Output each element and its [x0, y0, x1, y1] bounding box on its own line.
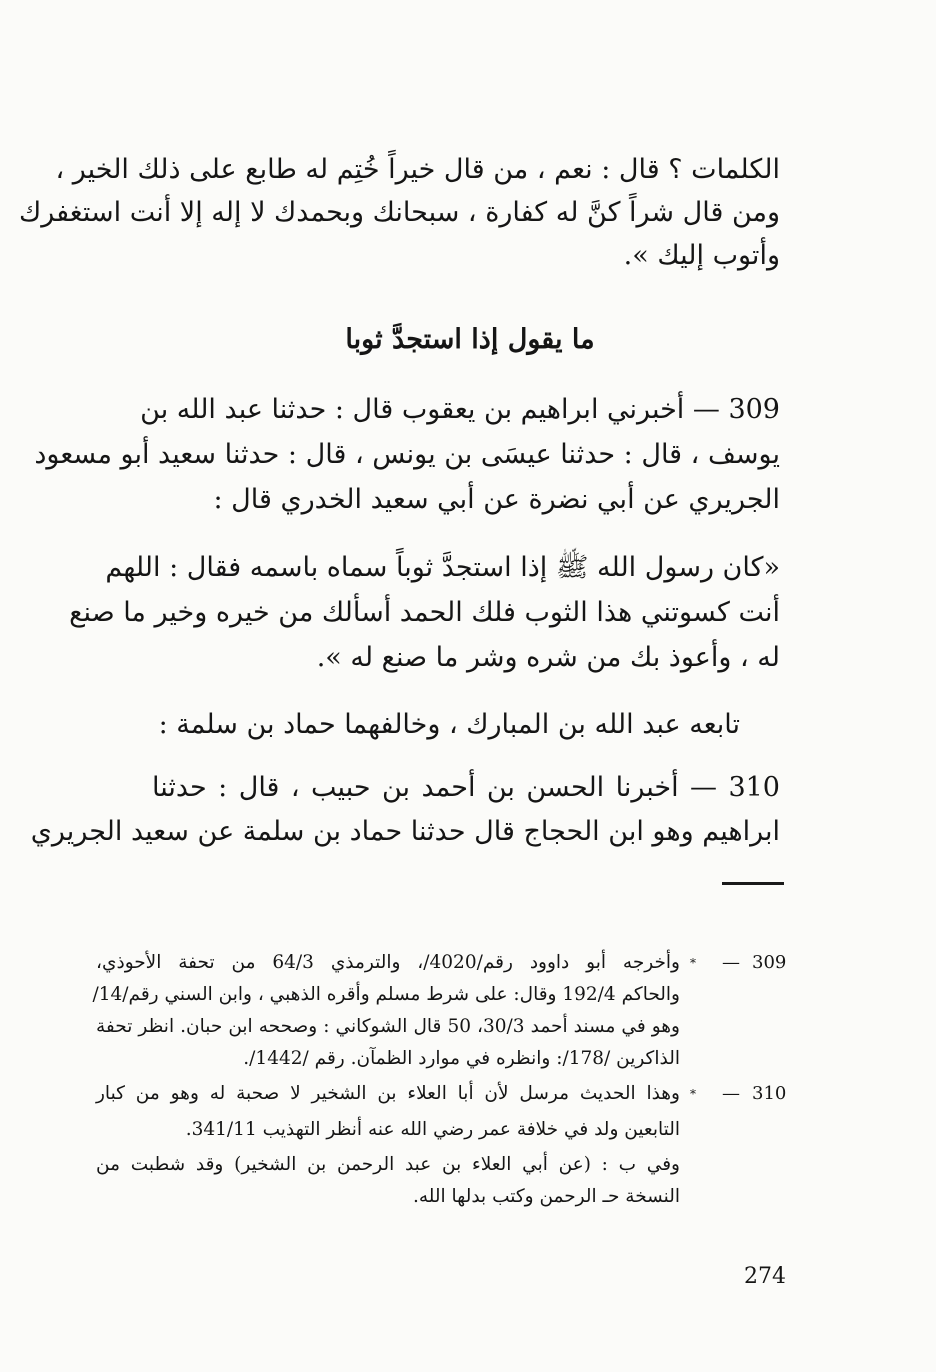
quote-309-line-2: أنت كسوتني هذا الثوب فلك الحمد أسألك من خيره وخير ما صنع: [69, 597, 780, 628]
footnote-309-line-4: الذاكرين /178/: وانظره في موارد الظمآن. رقم /1442/.: [243, 1048, 680, 1069]
footnote-309-line-2: والحاكم 192/4 وقال: على شرط مسلم وأقره الذهبي ، وابن السني رقم/14/: [92, 984, 680, 1005]
footnote-309-dash: —: [722, 952, 740, 973]
footnote-310-line-3: وفي ب : (عن أبي العلاء بن عبد الرحمن بن الشخير) وقد شطبت من: [96, 1154, 680, 1175]
footnote-310-marker: *: [690, 1087, 696, 1101]
footnote-310-line-4: النسخة حـ الرحمن وكتب بدلها الله.: [412, 1186, 680, 1207]
intro-line-3: وأتوب إليك ».: [623, 240, 780, 271]
footnote-309-line-1: وأخرجه أبو داوود رقم/4020/، والترمذي 64/3 من تحفة الأحوذي،: [96, 952, 680, 973]
footnote-310-number: 310: [752, 1083, 787, 1104]
hadith-310-line-2: ابراهيم وهو ابن الحجاج قال حدثنا حماد بن سلمة عن سعيد الجريري: [30, 816, 780, 847]
hadith-309-line-2: يوسف ، قال : حدثنا عيسَى بن يونس ، قال : حدثنا سعيد أبو مسعود: [34, 439, 780, 470]
hadith-309-line-1: 309 — أخبرني ابراهيم بن يعقوب قال : حدثنا عبد الله بن: [140, 394, 780, 425]
intro-line-2: ومن قال شراً كنَّ له كفارة ، سبحانك وبحمدك لا إله إلا أنت استغفرك: [19, 197, 780, 228]
quote-309-line-1: «كان رسول الله ﷺ إذا استجدَّ ثوباً سماه باسمه فقال : اللهم: [105, 552, 780, 583]
footnote-310-line-2: التابعين ولد في خلافة عمر رضي الله عنه أنظر التهذيب 341/11.: [185, 1119, 680, 1140]
footnote-310-dash: —: [722, 1083, 740, 1104]
section-heading: ما يقول إذا استجدَّ ثوبا: [345, 324, 595, 355]
hadith-310-line-1: 310 — أخبرنا الحسن بن أحمد بن حبيب ، قال : حدثنا: [152, 772, 780, 803]
footnote-separator: [722, 882, 784, 885]
intro-line-1: الكلمات ؟ قال : نعم ، من قال خيراً خُتِم له طابع على ذلك الخير ،: [55, 154, 780, 185]
hadith-309-line-3: الجريري عن أبي نضرة عن أبي سعيد الخدري قال :: [213, 484, 780, 515]
footnote-310-line-1: وهذا الحديث مرسل لأن أبا العلاء بن الشخير لا صحبة له وهو من كبار: [96, 1083, 680, 1104]
footnote-309-marker: *: [690, 956, 696, 970]
page-number: 274: [744, 1264, 786, 1289]
footnote-309-number: 309: [752, 952, 787, 973]
follow-line: تابعه عبد الله بن المبارك ، وخالفهما حماد بن سلمة :: [158, 709, 740, 740]
quote-309-line-3: له ، وأعوذ بك من شره وشر ما صنع له ».: [316, 642, 780, 673]
footnote-309-line-3: وهو في مسند أحمد 30/3، 50 قال الشوكاني : وصححه ابن حبان. انظر تحفة: [96, 1016, 680, 1037]
